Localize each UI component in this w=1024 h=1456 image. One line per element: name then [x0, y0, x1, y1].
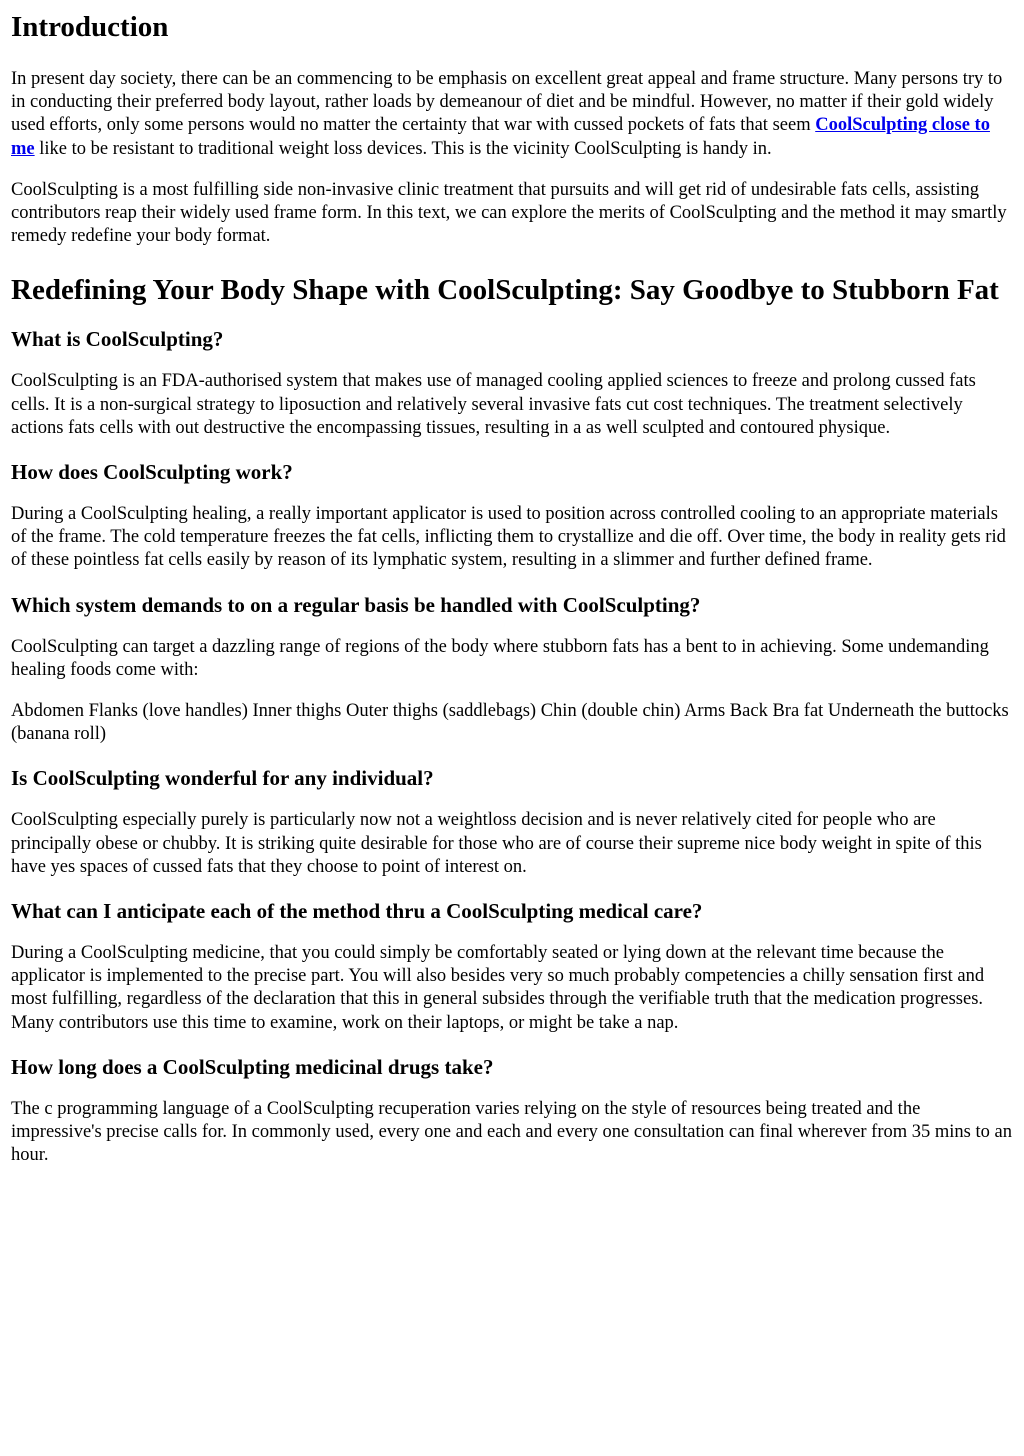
- coolsculpting-near-me-link[interactable]: CoolSculpting close to me: [11, 115, 990, 159]
- section-paragraph-suitability: CoolSculpting especially purely is particularly now not a weightloss decision and is never relatively cited for people who are principally obese or chubby. It is striking quite desirable for those who are of course their supreme nice body weight in spite of this have yes spaces of cussed fats that they choose to point of interest on.: [11, 810, 982, 877]
- section-paragraph-treatment-areas-list: Abdomen Flanks (love handles) Inner thighs Outer thighs (saddlebags) Chin (double chin) Arms Back Bra fat Underneath the buttocks (banana roll): [11, 701, 1009, 745]
- main-heading: Redefining Your Body Shape with CoolSculpting: Say Goodbye to Stubborn Fat: [11, 274, 999, 307]
- intro-paragraph-1-text-after: like to be resistant to traditional weight loss devices. This is the vicinity CoolSculpting is handy in.: [34, 138, 772, 159]
- section-paragraph-treatment-areas-intro: CoolSculpting can target a dazzling range of regions of the body where stubborn fats has a bent to in achieving. Some undemanding healing foods come with:: [11, 636, 989, 680]
- section-heading-suitability: Is CoolSculpting wonderful for any individual?: [11, 766, 434, 791]
- intro-paragraph-2: CoolSculpting is a most fulfilling side non-invasive clinic treatment that pursuits and will get rid of undesirable fats cells, assisting contributors reap their widely used frame form. In this text, we can explore the merits of CoolSculpting and the method it may smartly remedy redefine your body format.: [11, 179, 1007, 247]
- section-heading-duration: How long does a CoolSculpting medicinal drugs take?: [11, 1054, 494, 1079]
- intro-heading: Introduction: [11, 11, 169, 43]
- section-paragraph-how-it-works: During a CoolSculpting healing, a really important applicator is used to position across controlled cooling to an appropriate materials of the frame. The cold temperature freezes the fat cells, inflicting them to crystallize and die off. Over time, the body in reality gets rid of these pointless fat cells easily by reason of its lymphatic system, resulting in a slimmer and further defined frame.: [11, 504, 1006, 571]
- section-heading-what-is: What is CoolSculpting?: [11, 327, 224, 352]
- section-paragraph-what-to-expect: During a CoolSculpting medicine, that you could simply be comfortably seated or lying down at the relevant time because the applicator is implemented to the precise part. You will also besides very so much probably competencies a chilly sensation first and most fulfilling, regardless of the declaration that this in general subsides through the verifiable truth that the medication progresses. Many contributors use this time to examine, work on their laptops, or might be take a nap.: [11, 943, 985, 1033]
- section-paragraph-duration: The c programming language of a CoolSculpting recuperation varies relying on the style of resources being treated and the impressive's precise calls for. In commonly used, every one and each and every one consultation can final wherever from 35 mins to an hour.: [11, 1098, 1012, 1166]
- section-heading-treatment-areas: Which system demands to on a regular basis be handled with CoolSculpting?: [11, 592, 701, 617]
- section-heading-how-it-works: How does CoolSculpting work?: [11, 460, 293, 485]
- section-heading-what-to-expect: What can I anticipate each of the method thru a CoolSculpting medical care?: [11, 899, 703, 924]
- intro-paragraph-1-text-before: In present day society, there can be an commencing to be emphasis on excellent great appeal and frame structure. Many persons try to in conducting their preferred body layout, rather loads by demeanour of diet and be mindful. However, no matter if their gold widely used efforts, only some persons would no matter the certainty that war with cussed pockets of fats that seem: [11, 69, 1003, 136]
- article: [0, 10, 1024, 1167]
- intro-paragraph-1: [11, 68, 1014, 161]
- section-paragraph-what-is: CoolSculpting is an FDA-authorised system that makes use of managed cooling applied sciences to freeze and prolong cussed fats cells. It is a non-surgical strategy to liposuction and relatively several invasive fats cut cost techniques. The treatment selectively actions fats cells with out destructive the encompassing tissues, resulting in a as well sculpted and contoured physique.: [11, 371, 976, 438]
